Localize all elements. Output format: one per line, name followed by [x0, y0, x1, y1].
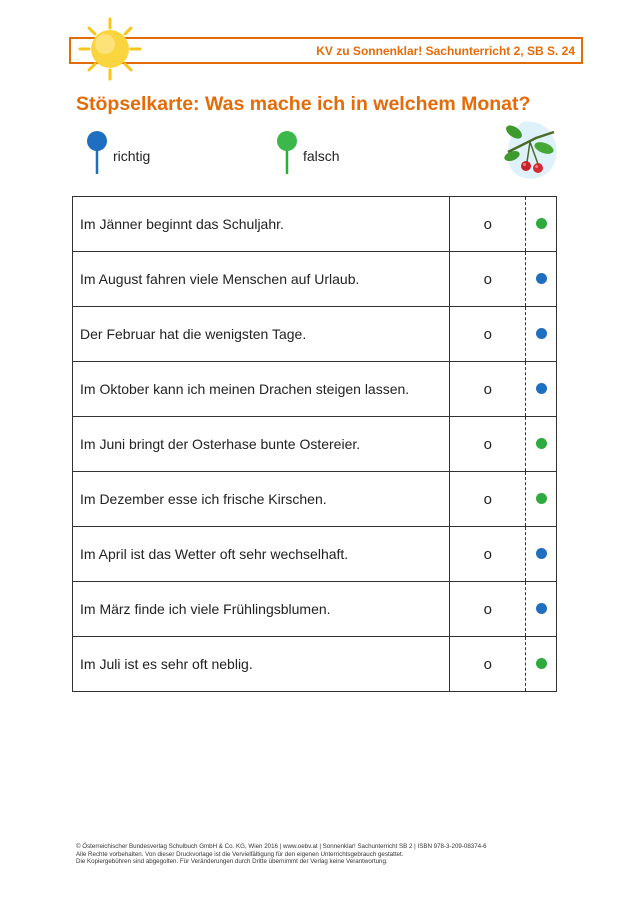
page-title: Stöpselkarte: Was mache ich in welchem Monat? [76, 93, 531, 115]
statement-text: Im Juli ist es sehr oft neblig. [73, 637, 450, 692]
cherry-icon [500, 118, 562, 184]
table-row [73, 252, 557, 307]
statement-text: Im Jänner beginnt das Schuljahr. [73, 197, 450, 252]
option-mark: o [450, 637, 526, 692]
table-row [73, 197, 557, 252]
blue-dot-icon [536, 383, 547, 394]
blue-pin-icon [86, 130, 108, 174]
statement-text: Im April ist das Wetter oft sehr wechselhaft. [73, 527, 450, 582]
sun-icon [78, 17, 142, 81]
green-pin-icon [276, 130, 298, 174]
footer-line-3: Die Kopiergebühren sind abgegolten. Für Veränderungen durch Dritte übernimmt der Verlag keine Verantwortung. [76, 858, 388, 866]
footer-line-2: Alle Rechte vorbehalten. Von dieser Druckvorlage ist die Vervielfältigung für den eigenen Unterrichtsgebrauch gestattet. [76, 850, 404, 858]
option-mark: o [450, 307, 526, 362]
option-mark: o [450, 362, 526, 417]
table-row [73, 472, 557, 527]
option-mark: o [450, 582, 526, 637]
legend-richtig-label: richtig [113, 148, 151, 164]
blue-dot-icon [536, 548, 547, 559]
statement-text: Im Juni bringt der Osterhase bunte Ostereier. [73, 417, 450, 472]
header-box [69, 37, 583, 64]
statement-text: Im Oktober kann ich meinen Drachen steigen lassen. [73, 362, 450, 417]
table-row [73, 527, 557, 582]
statement-text: Der Februar hat die wenigsten Tage. [73, 307, 450, 362]
legend-falsch-label: falsch [303, 148, 340, 164]
table-row [73, 362, 557, 417]
blue-dot-icon [536, 273, 547, 284]
statement-text: Im August fahren viele Menschen auf Urlaub. [73, 252, 450, 307]
option-mark: o [450, 472, 526, 527]
blue-dot-icon [536, 603, 547, 614]
table-row [73, 637, 557, 692]
blue-dot-icon [536, 328, 547, 339]
option-mark: o [450, 417, 526, 472]
statement-text: Im März finde ich viele Frühlingsblumen. [73, 582, 450, 637]
green-dot-icon [536, 658, 547, 669]
table-row [73, 307, 557, 362]
option-mark: o [450, 197, 526, 252]
option-mark: o [450, 527, 526, 582]
header-text: KV zu Sonnenklar! Sachunterricht 2, SB S. 24 [316, 44, 575, 58]
green-dot-icon [536, 218, 547, 229]
green-dot-icon [536, 493, 547, 504]
statement-text: Im Dezember esse ich frische Kirschen. [73, 472, 450, 527]
footer [76, 843, 487, 866]
footer-line-1: © Österreichischer Bundesverlag Schulbuch GmbH & Co. KG, Wien 2016 | www.oebv.at | Sonnenklar! Sachunterricht SB 2 | ISBN 978-3-209-08374-6 [76, 843, 487, 850]
table-row [73, 417, 557, 472]
table-row [73, 582, 557, 637]
option-mark: o [450, 252, 526, 307]
quiz-table [72, 196, 557, 692]
green-dot-icon [536, 438, 547, 449]
